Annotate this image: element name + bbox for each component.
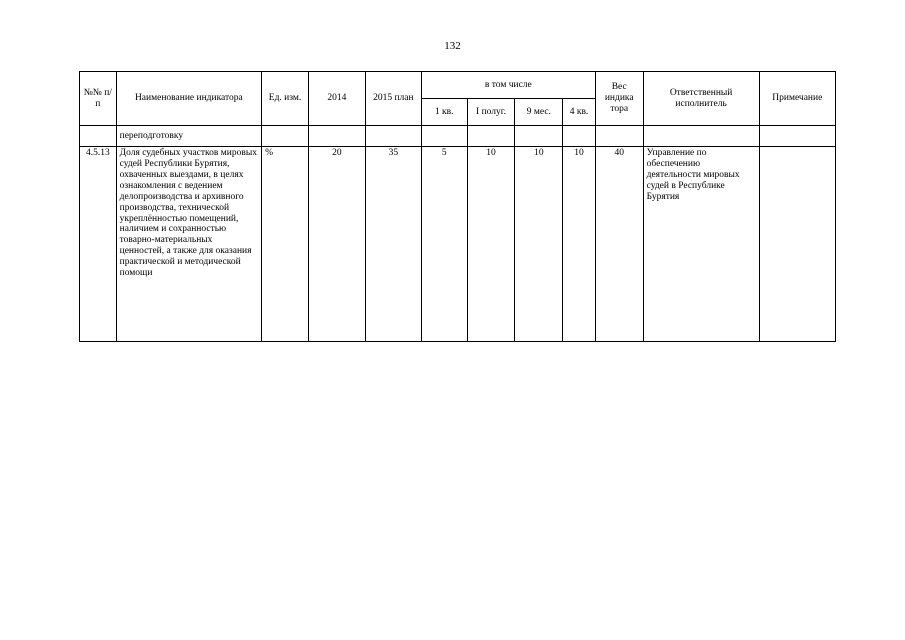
- cell-responsible: Управление по обеспечению деятельности мировых судей в Республике Бурятия: [643, 147, 759, 342]
- header-including: в том числе: [421, 72, 595, 99]
- cell-num: [80, 126, 117, 147]
- header-2015-plan: 2015 план: [365, 72, 421, 126]
- table-row: [80, 147, 836, 342]
- cell-9-months: 10: [515, 147, 563, 342]
- cell-responsible: [643, 126, 759, 147]
- cell-unit: [262, 126, 309, 147]
- cell-num: 4.5.13: [80, 147, 117, 342]
- header-weight: Вес индика тора: [595, 72, 643, 126]
- cell-weight: [595, 126, 643, 147]
- cell-name: переподготовку: [116, 126, 261, 147]
- cell-q4: [563, 126, 596, 147]
- cell-half-year: [467, 126, 515, 147]
- header-9-months: 9 мес.: [515, 99, 563, 126]
- cell-q4: 10: [563, 147, 596, 342]
- cell-2014: 20: [308, 147, 365, 342]
- cell-note: [759, 126, 835, 147]
- cell-2015: 35: [365, 147, 421, 342]
- header-q1: 1 кв.: [421, 99, 467, 126]
- header-name: Наименование индикатора: [116, 72, 261, 126]
- header-responsible: Ответственный исполнитель: [643, 72, 759, 126]
- header-half-year: I полуг.: [467, 99, 515, 126]
- table-row: [80, 126, 836, 147]
- cell-unit: %: [262, 147, 309, 342]
- cell-2015: [365, 126, 421, 147]
- indicators-table: [79, 71, 836, 342]
- cell-note: [759, 147, 835, 342]
- header-q4: 4 кв.: [563, 99, 596, 126]
- cell-weight: 40: [595, 147, 643, 342]
- header-note: Примечание: [759, 72, 835, 126]
- cell-9-months: [515, 126, 563, 147]
- header-unit: Ед. изм.: [262, 72, 309, 126]
- page-number: 132: [444, 40, 461, 52]
- cell-q1: 5: [421, 147, 467, 342]
- cell-half-year: 10: [467, 147, 515, 342]
- cell-name: Доля судебных участков мировых судей Республики Бурятия, охваченных выездами, в целях ознакомления с ведением делопроизводства и архивного производства, технической укреплённостью помещений, наличием и сохранностью товарно-материальных ценностей, а также для оказания практической и методической помощи: [116, 147, 261, 342]
- header-num: №№ п/п: [80, 72, 117, 126]
- header-2014: 2014: [308, 72, 365, 126]
- cell-q1: [421, 126, 467, 147]
- cell-2014: [308, 126, 365, 147]
